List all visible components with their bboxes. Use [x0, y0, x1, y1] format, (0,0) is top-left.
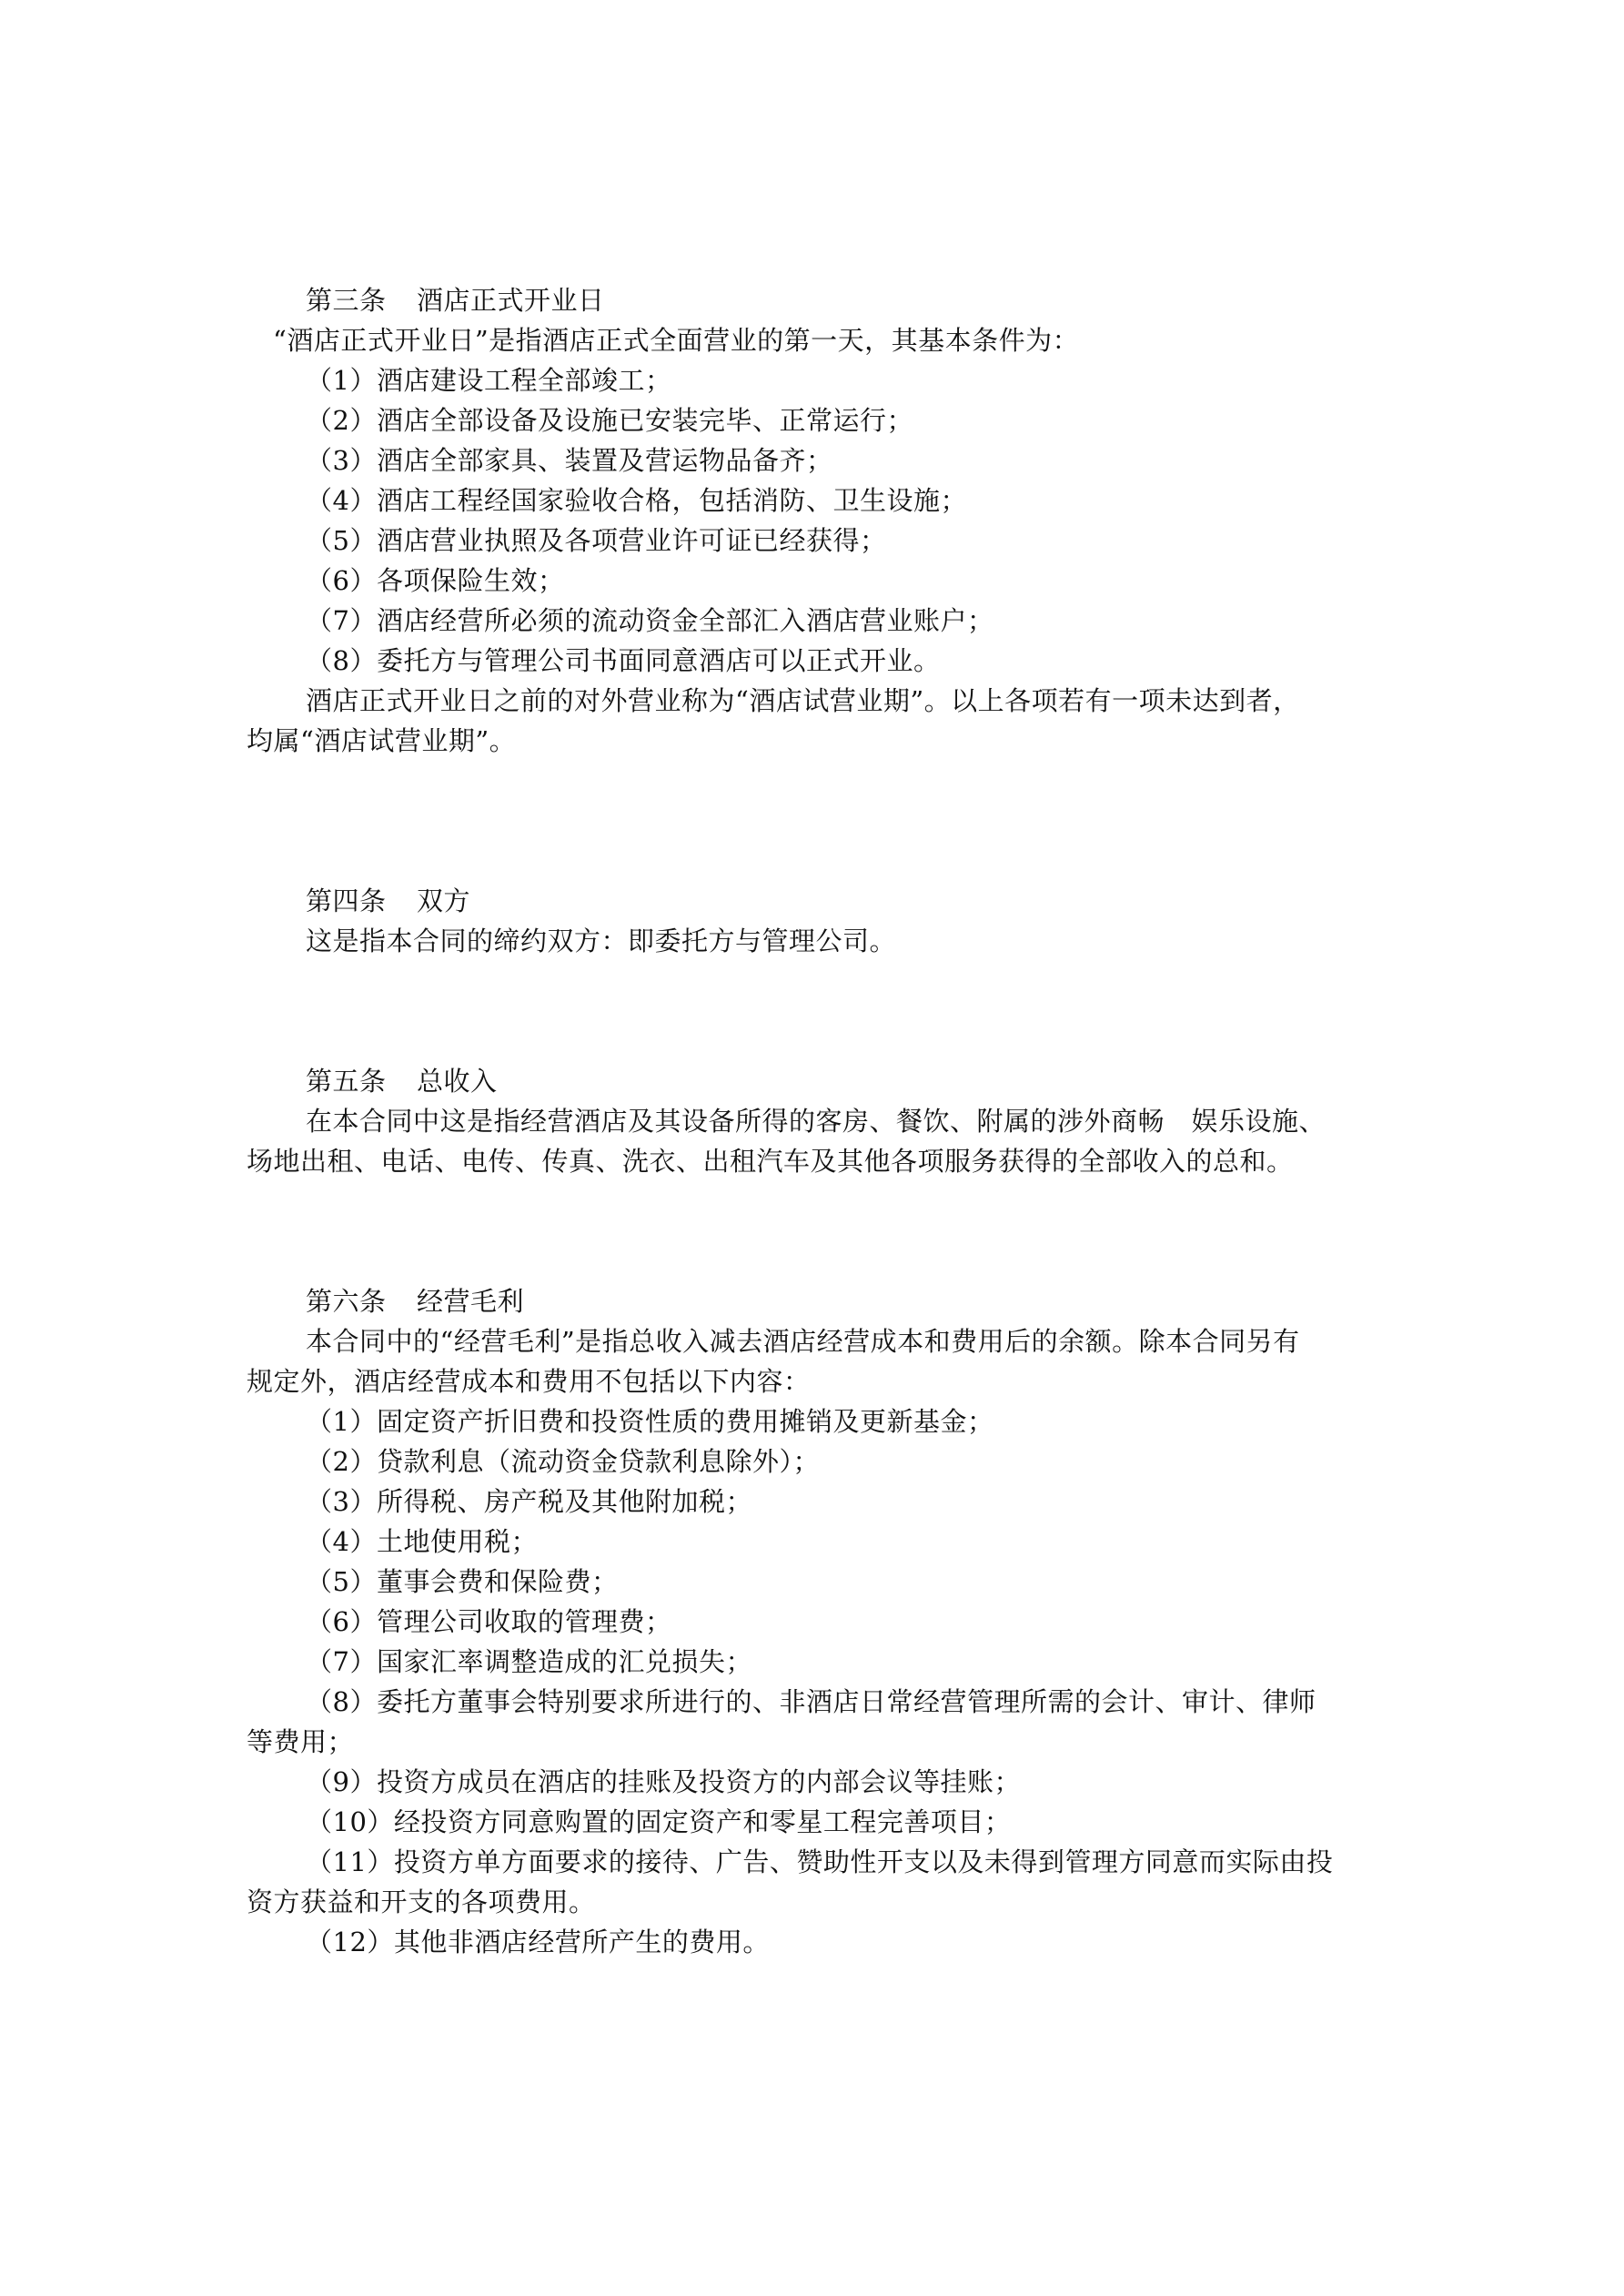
section-5-heading	[306, 1061, 498, 1101]
section-6-item: （1）固定资产折旧费和投资性质的费用摊销及更新基金；	[306, 1406, 994, 1437]
section-4-title: 双方	[417, 885, 471, 916]
section-6-intro-line-2: 规定外，酒店经营成本和费用不包括以下内容：	[247, 1366, 811, 1397]
section-4-body: 这是指本合同的缔约双方：即委托方与管理公司。	[306, 925, 897, 956]
section-6-title: 经营毛利	[417, 1286, 525, 1317]
section-6-number: 第六条	[306, 1286, 387, 1317]
section-4-heading	[306, 881, 470, 921]
section-3-number: 第三条	[306, 285, 387, 316]
section-3-item: （8）委托方与管理公司书面同意酒店可以正式开业。	[306, 645, 941, 676]
section-6-item: （4）土地使用税；	[306, 1526, 538, 1557]
section-5-number: 第五条	[306, 1066, 387, 1097]
section-6-item: （5）董事会费和保险费；	[306, 1566, 619, 1597]
section-6-item: （7）国家汇率调整造成的汇兑损失；	[306, 1646, 752, 1677]
section-3-item: （2）酒店全部设备及设施已安装完毕、正常运行；	[306, 405, 913, 436]
section-6-item: （10）经投资方同意购置的固定资产和零星工程完善项目；	[306, 1806, 1012, 1837]
section-6-item: （6）管理公司收取的管理费；	[306, 1606, 672, 1637]
section-6-item-continuation: 资方获益和开支的各项费用。	[247, 1886, 596, 1917]
section-6-item: （9）投资方成员在酒店的挂账及投资方的内部会议等挂账；	[306, 1766, 1021, 1797]
section-3-item: （6）各项保险生效；	[306, 565, 565, 596]
section-6-item: （12）其他非酒店经营所产生的费用。	[306, 1927, 770, 1957]
section-5-body-line-2: 场地出租、电话、电传、传真、洗衣、出租汽车及其他各项服务获得的全部收入的总和。	[247, 1146, 1294, 1177]
section-3-title: 酒店正式开业日	[417, 285, 605, 316]
section-3-item: （3）酒店全部家具、装置及营运物品备齐；	[306, 445, 833, 476]
section-3-item: （1）酒店建设工程全部竣工；	[306, 365, 672, 396]
section-6-heading	[306, 1281, 524, 1321]
section-4-number: 第四条	[306, 885, 387, 916]
section-6-item: （11）投资方单方面要求的接待、广告、赞助性开支以及未得到管理方同意而实际由投	[306, 1846, 1334, 1877]
section-5-body-line-1: 在本合同中这是指经营酒店及其设备所得的客房、餐饮、附属的涉外商畅 娱乐设施、	[306, 1106, 1326, 1137]
section-3-closing-line-1: 酒店正式开业日之前的对外营业称为“酒店试营业期”。以上各项若有一项未达到者，	[306, 685, 1300, 716]
section-3-closing-line-2: 均属“酒店试营业期”。	[247, 725, 517, 756]
section-3-item: （4）酒店工程经国家验收合格，包括消防、卫生设施；	[306, 485, 967, 516]
section-3-item: （7）酒店经营所必须的流动资金全部汇入酒店营业账户；	[306, 605, 994, 636]
section-5-title: 总收入	[417, 1066, 498, 1097]
section-6-item-continuation: 等费用；	[247, 1726, 355, 1757]
section-3-item: （5）酒店营业执照及各项营业许可证已经获得；	[306, 525, 887, 556]
section-6-intro-line-1: 本合同中的“经营毛利”是指总收入减去酒店经营成本和费用后的余额。除本合同另有	[306, 1326, 1300, 1357]
section-3-heading	[306, 280, 605, 320]
section-6-item: （3）所得税、房产税及其他附加税；	[306, 1486, 752, 1517]
section-6-item: （2）贷款利息（流动资金贷款利息除外）；	[306, 1446, 820, 1477]
section-6-item: （8）委托方董事会特别要求所进行的、非酒店日常经营管理所需的会计、审计、律师	[306, 1686, 1316, 1717]
section-3-intro: “酒店正式开业日”是指酒店正式全面营业的第一天，其基本条件为：	[273, 325, 1080, 356]
